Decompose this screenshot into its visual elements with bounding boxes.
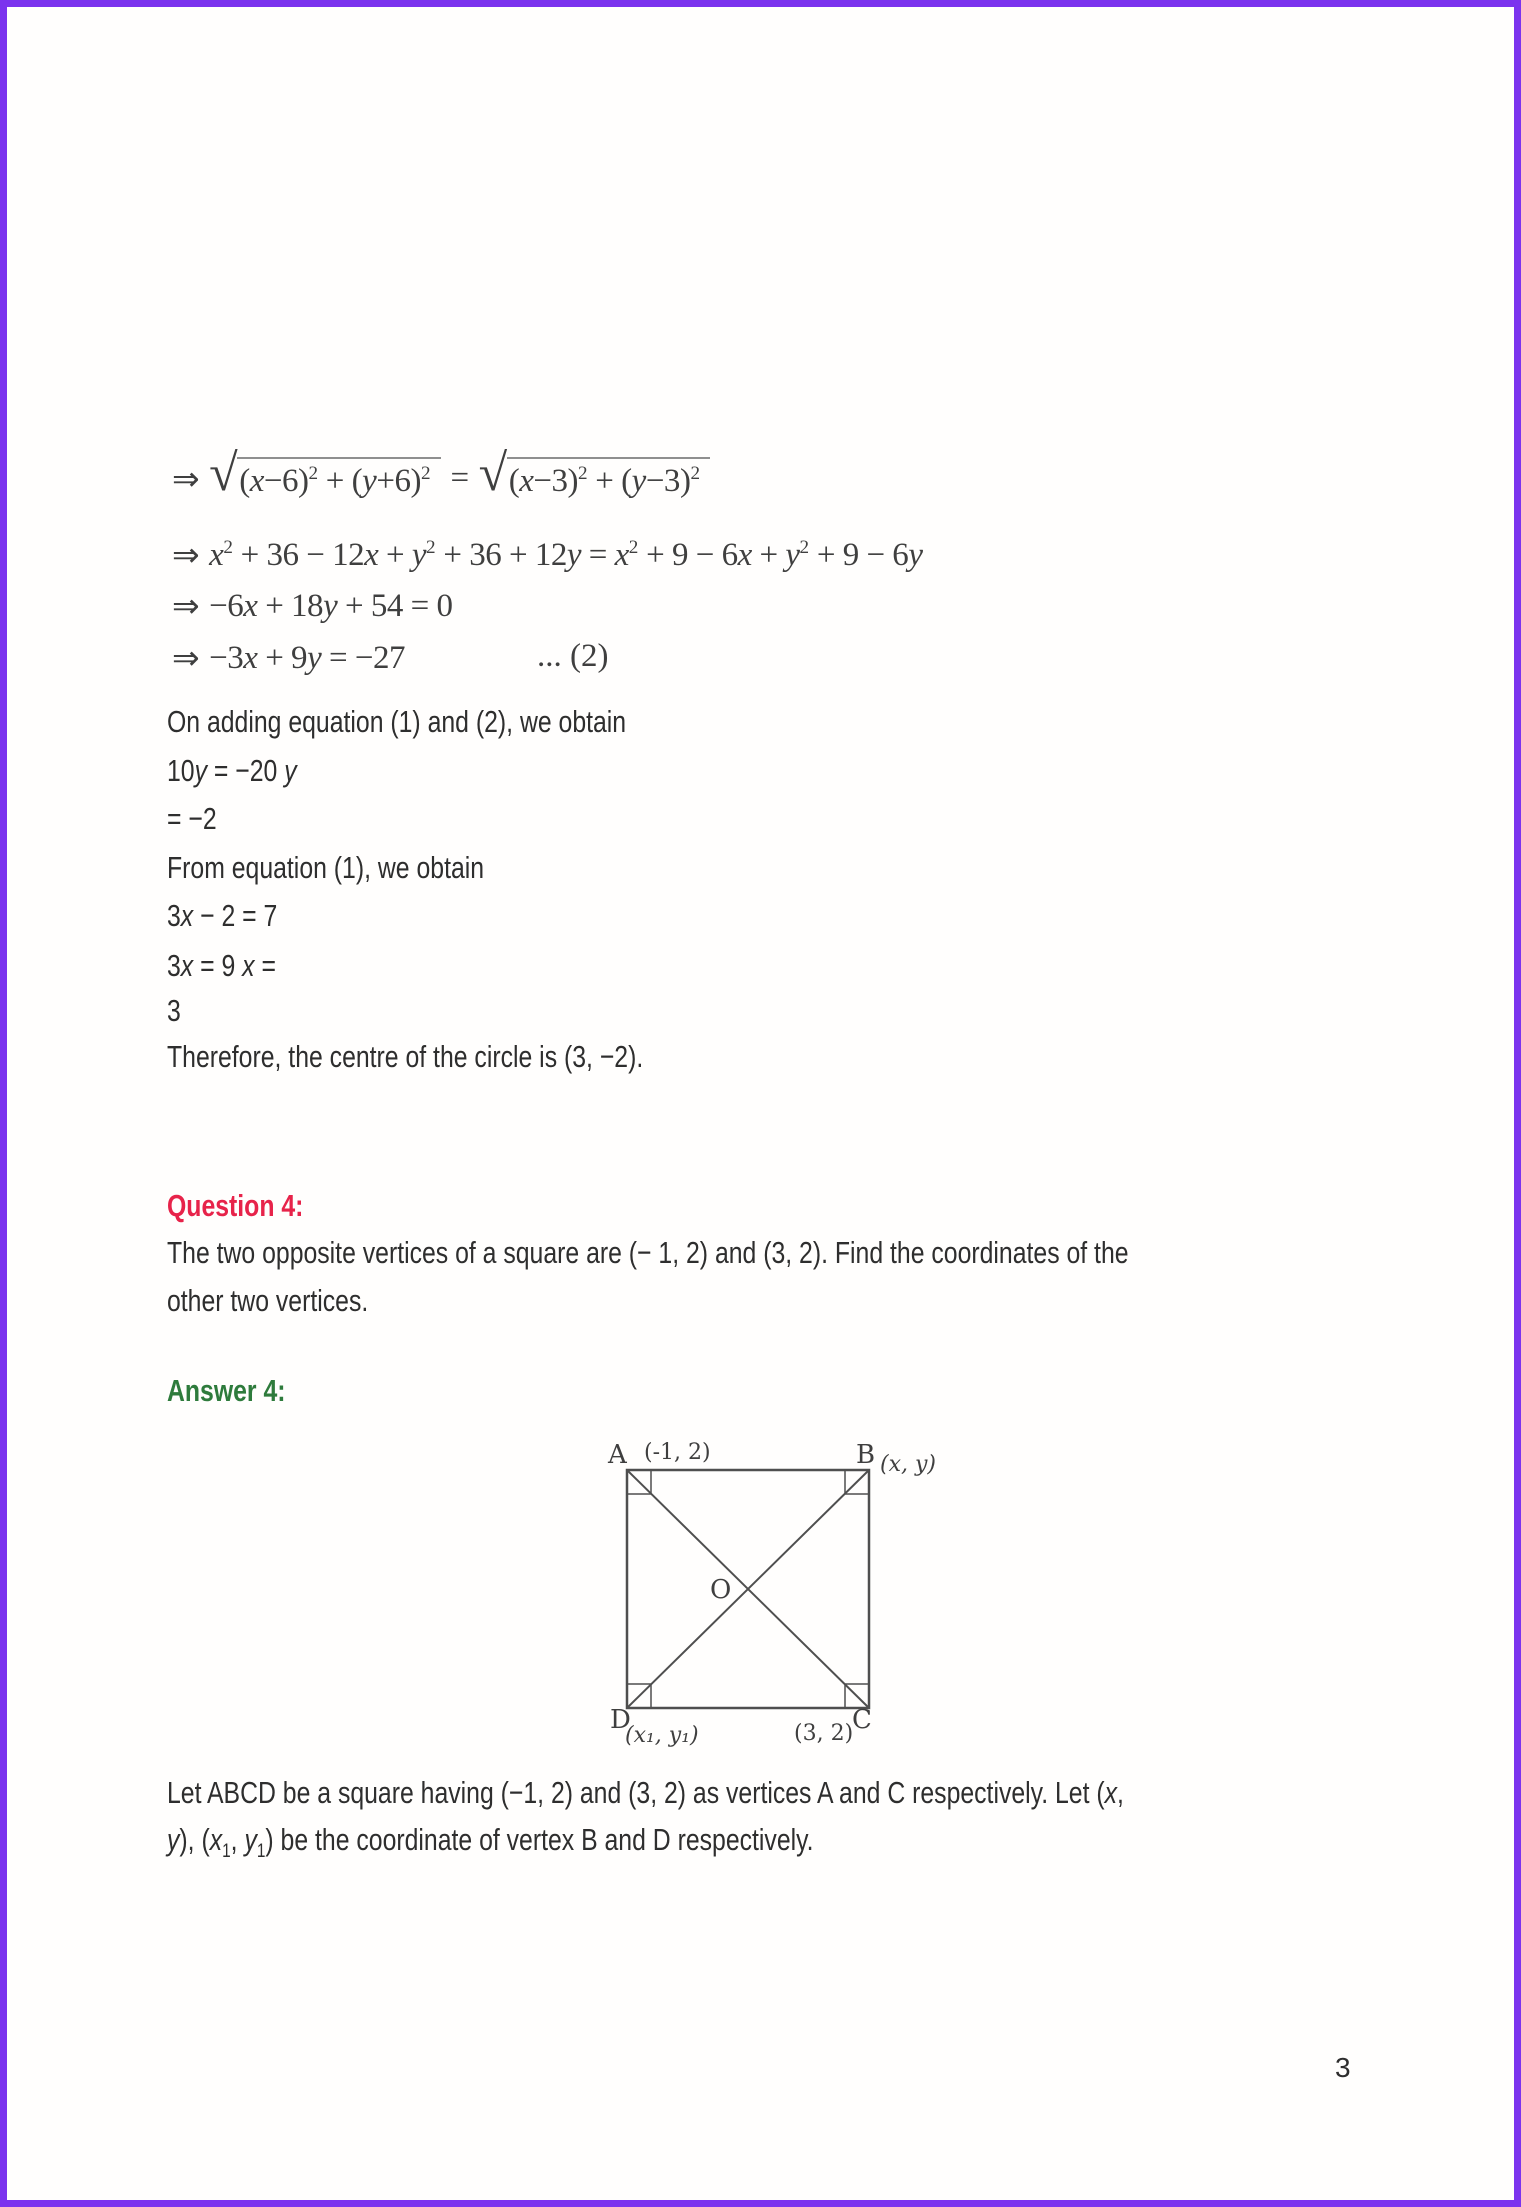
page-number: 3: [1335, 2052, 1351, 2083]
equation-line-2: [172, 535, 922, 575]
equation-4-expression: −3x + 9y = −27: [209, 639, 405, 676]
vertex-label-a: A: [608, 1440, 627, 1470]
answer-heading: Answer 4:: [167, 1373, 286, 1408]
sqrt-expression-left: [209, 445, 440, 502]
equation-line-1: [172, 445, 710, 502]
radical-icon: √: [209, 445, 238, 502]
implies-arrow-icon: ⇒: [172, 589, 200, 625]
sqrt-left-content: $(x-6)^2 + (y+6)^2$: [237, 457, 440, 500]
implies-arrow-icon: ⇒: [172, 538, 200, 574]
radical-icon: √: [478, 445, 507, 502]
sqrt-right-content: $(x-3)^2 + (y-3)^2$: [507, 457, 710, 500]
question-heading: Question 4:: [167, 1188, 304, 1223]
vertex-label-d: D: [610, 1705, 631, 1735]
coord-label-d: (x₁, y₁): [625, 1723, 699, 1748]
solution-line: From equation (1), we obtain: [167, 850, 485, 885]
sqrt-expression-right: [478, 445, 710, 502]
solution-line: 10y = −20 y: [167, 753, 297, 788]
implies-arrow-icon: ⇒: [172, 641, 200, 677]
question-text-line: The two opposite vertices of a square are (− 1, 2) and (3, 2). Find the coordinates of the: [167, 1235, 1129, 1270]
solution-line: Therefore, the centre of the circle is (3, −2).: [167, 1039, 644, 1074]
coord-label-a: (-1, 2): [644, 1440, 711, 1465]
equation-line-4: [172, 638, 609, 678]
solution-line: 3x = 9 x =: [167, 948, 276, 983]
coord-label-b: (x, y): [880, 1452, 936, 1477]
solution-line: 3: [167, 993, 181, 1028]
vertex-label-c: C: [852, 1705, 872, 1735]
square-diagram: [592, 1430, 942, 1755]
equation-4-reference: ... (2): [537, 638, 609, 674]
solution-line: 3x − 2 = 7: [167, 898, 278, 933]
closing-text-line: Let ABCD be a square having (−1, 2) and (3, 2) as vertices A and C respectively. Let (x,: [167, 1775, 1124, 1810]
solution-line: On adding equation (1) and (2), we obtain: [167, 704, 627, 739]
question-text-line: other two vertices.: [167, 1283, 369, 1318]
equation-line-3: [172, 586, 452, 626]
coord-label-c: (3, 2): [794, 1721, 854, 1746]
center-label-o: O: [710, 1575, 732, 1605]
solution-line: = −2: [167, 801, 217, 836]
closing-text-line: y), ($x_1$, $y_1$) be the coordinate of vertex B and D respectively.: [167, 1822, 814, 1863]
equals-sign: =: [450, 460, 469, 496]
equation-2-expression: $x^2 + 36 - 12x + y^2 + 36 + 12y = x^2 + 9 - 6x + y^2 + 9 - 6y$: [209, 536, 923, 573]
vertex-label-b: B: [856, 1440, 876, 1470]
implies-arrow-icon: ⇒: [172, 461, 200, 498]
equation-3-expression: −6x + 18y + 54 = 0: [209, 587, 453, 624]
